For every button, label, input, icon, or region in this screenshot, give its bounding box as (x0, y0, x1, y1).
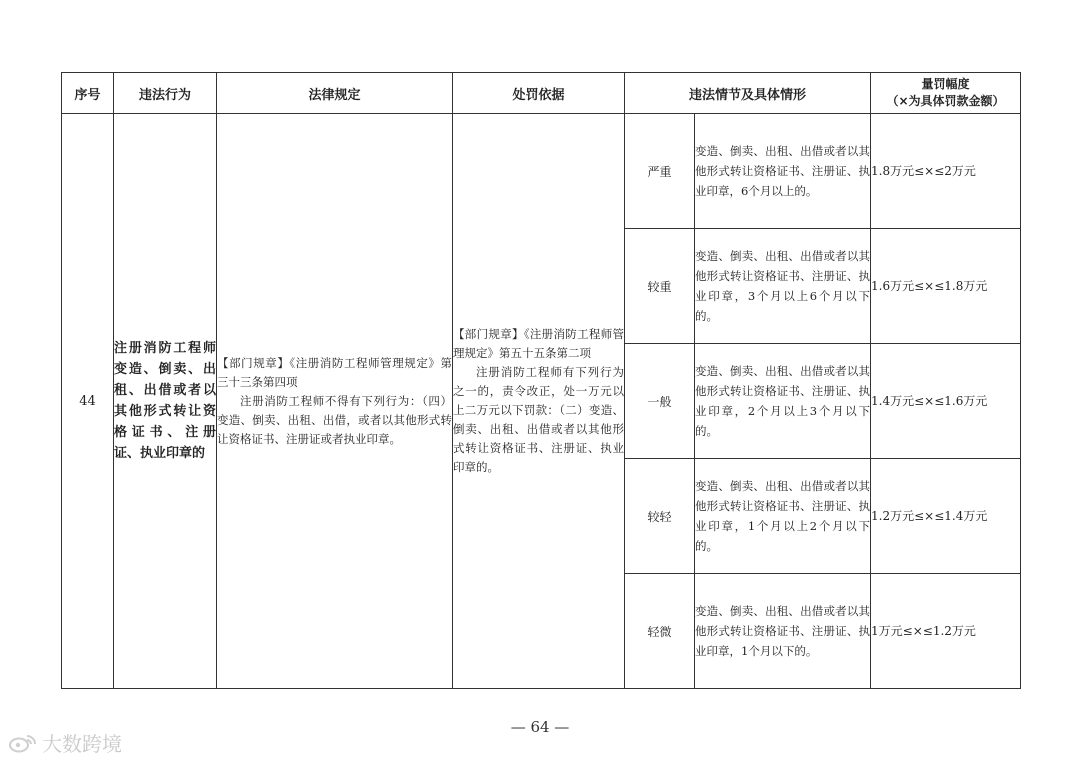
header-amount-line2: （×为具体罚款金额） (886, 94, 1005, 108)
level-cell: 严重 (625, 114, 695, 229)
situation-cell: 变造、倒卖、出租、出借或者以其他形式转让资格证书、注册证、执业印章，2个月以上3个月以下的。 (695, 344, 871, 459)
situation-cell: 变造、倒卖、出租、出借或者以其他形式转让资格证书、注册证、执业印章，3个月以上6个月以下的。 (695, 229, 871, 344)
row-act: 注册消防工程师变造、倒卖、出租、出借或者以其他形式转让资格证书、注册证、执业印章的 (114, 114, 217, 689)
situation-cell: 变造、倒卖、出租、出借或者以其他形式转让资格证书、注册证、执业印章，6个月以上的。 (695, 114, 871, 229)
header-law: 法律规定 (217, 73, 453, 114)
table-header-row (62, 73, 1021, 114)
fine-cell: 1.6万元≤×≤1.8万元 (871, 229, 1021, 344)
table-row (62, 114, 1021, 229)
row-seq: 44 (62, 114, 114, 689)
watermark (8, 728, 122, 757)
penalty-table (61, 72, 1021, 689)
header-act: 违法行为 (114, 73, 217, 114)
situation-cell: 变造、倒卖、出租、出借或者以其他形式转让资格证书、注册证、执业印章，1个月以下的。 (695, 574, 871, 689)
fine-cell: 1.8万元≤×≤2万元 (871, 114, 1021, 229)
header-amount (871, 73, 1021, 114)
level-cell: 较轻 (625, 459, 695, 574)
header-seq: 序号 (62, 73, 114, 114)
basis-text: 注册消防工程师有下列行为之一的，责令改正，处一万元以上二万元以下罚款：（二）变造、倒卖、出租、出借或者以其他形式转让资格证书、注册证、执业印章的。 (453, 365, 624, 474)
law-title: 【部门规章】《注册消防工程师管理规定》第三十三条第四项 (217, 355, 452, 389)
law-text: 注册消防工程师不得有下列行为：（四）变造、倒卖、出租、出借，或者以其他形式转让资格证书、注册证或者执业印章。 (217, 393, 452, 446)
level-cell: 较重 (625, 229, 695, 344)
header-amount-line1: 量罚幅度 (921, 77, 970, 91)
level-cell: 一般 (625, 344, 695, 459)
page-number: — 64 — (510, 718, 570, 736)
fine-cell: 1万元≤×≤1.2万元 (871, 574, 1021, 689)
watermark-text: 大数跨境 (42, 732, 122, 756)
row-basis (453, 114, 625, 689)
situation-cell: 变造、倒卖、出租、出借或者以其他形式转让资格证书、注册证、执业印章，1个月以上2个月以下的。 (695, 459, 871, 574)
basis-title: 【部门规章】《注册消防工程师管理规定》第五十五条第二项 (453, 327, 624, 360)
row-law (217, 114, 453, 689)
level-cell: 轻微 (625, 574, 695, 689)
fine-cell: 1.2万元≤×≤1.4万元 (871, 459, 1021, 574)
header-basis: 处罚依据 (453, 73, 625, 114)
weibo-logo-icon (8, 732, 38, 754)
header-circumstance: 违法情节及具体情形 (625, 73, 871, 114)
fine-cell: 1.4万元≤×≤1.6万元 (871, 344, 1021, 459)
